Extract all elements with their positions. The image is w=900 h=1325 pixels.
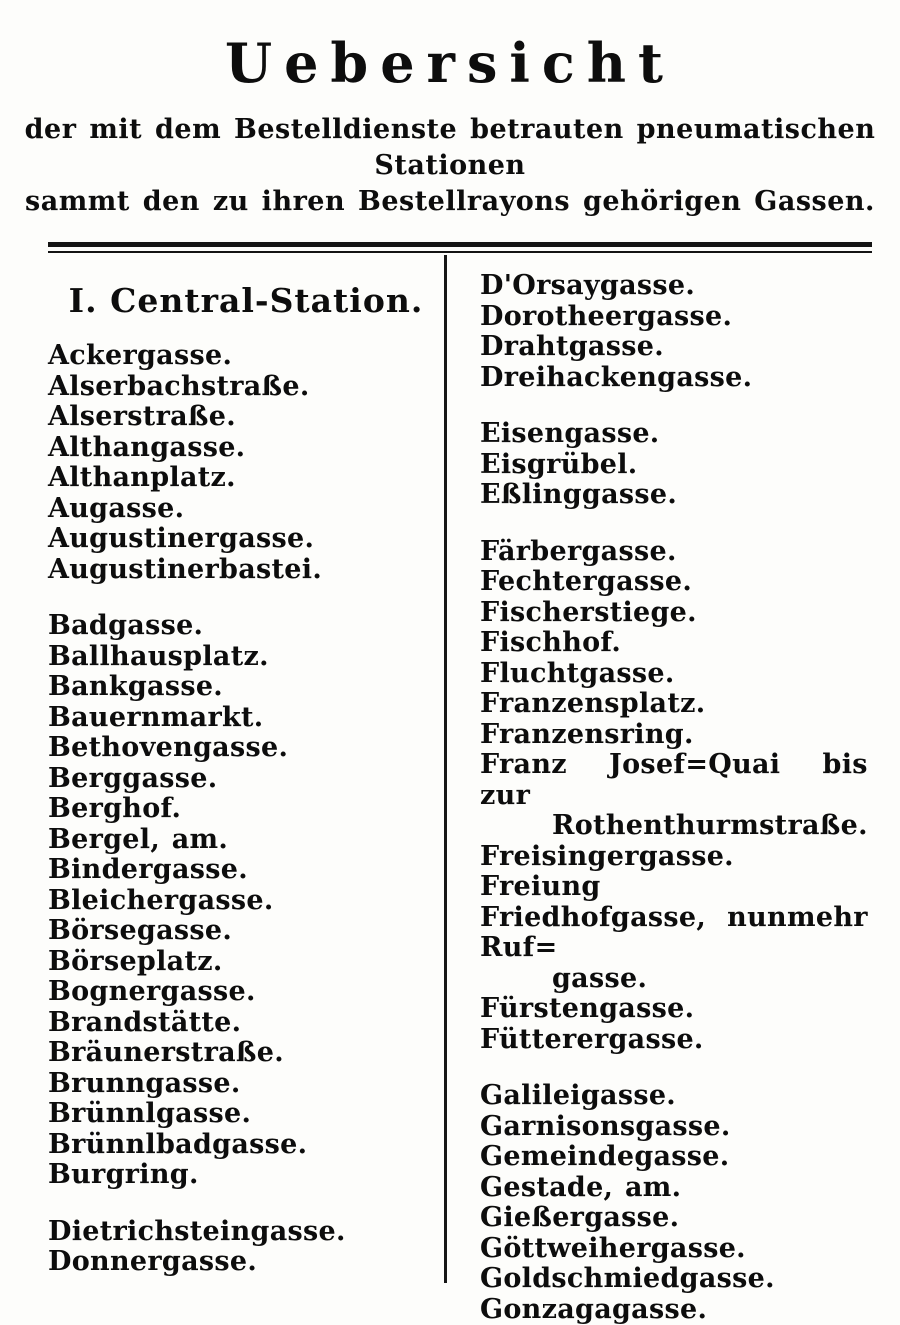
subtitle-line-2: sammt den zu ihren Bestellrayons gehörigen Gassen. bbox=[0, 184, 900, 220]
left-column bbox=[48, 253, 444, 1287]
street-list-item: Berggasse. bbox=[48, 764, 444, 795]
street-list-item: Bleichergasse. bbox=[48, 886, 444, 917]
street-list-item: Brandstätte. bbox=[48, 1008, 444, 1039]
street-list-item: Franzensplatz. bbox=[480, 689, 868, 720]
street-list-item-continuation: Rothenthurmstraße. bbox=[480, 811, 868, 842]
street-group bbox=[480, 1081, 868, 1325]
street-list-item: Burgring. bbox=[48, 1160, 444, 1191]
street-list-item: Drahtgasse. bbox=[480, 332, 868, 363]
street-list-item: Althangasse. bbox=[48, 433, 444, 464]
street-list-item: Fischerstiege. bbox=[480, 598, 868, 629]
street-group bbox=[48, 1217, 444, 1278]
right-column bbox=[447, 271, 882, 1287]
street-group bbox=[48, 341, 444, 585]
street-list-item: Dorotheergasse. bbox=[480, 302, 868, 333]
street-list-item: Eßlinggasse. bbox=[480, 480, 868, 511]
street-list-item: Berghof. bbox=[48, 794, 444, 825]
street-list-item: Bindergasse. bbox=[48, 855, 444, 886]
street-list-item: Friedhofgasse, nunmehr Ruf= bbox=[480, 903, 868, 964]
street-list-item: Alserbachstraße. bbox=[48, 372, 444, 403]
street-group bbox=[480, 271, 868, 393]
street-list-item: Althanplatz. bbox=[48, 463, 444, 494]
double-horizontal-rule bbox=[48, 242, 872, 253]
street-list-item: Fluchtgasse. bbox=[480, 659, 868, 690]
street-list-item: Goldschmiedgasse. bbox=[480, 1264, 868, 1295]
street-list-item-continuation: gasse. bbox=[480, 964, 868, 995]
street-list-item: Ballhausplatz. bbox=[48, 642, 444, 673]
street-list-item: Freisingergasse. bbox=[480, 842, 868, 873]
street-list-item: Fischhof. bbox=[480, 628, 868, 659]
page-subtitle bbox=[0, 112, 900, 220]
street-list-item: Bognergasse. bbox=[48, 977, 444, 1008]
street-list-item: Eisengasse. bbox=[480, 419, 868, 450]
street-list-item: Augasse. bbox=[48, 494, 444, 525]
street-list-item: Gonzagagasse. bbox=[480, 1295, 868, 1325]
page-title: Uebersicht bbox=[0, 0, 900, 98]
street-list-item: Gemeindegasse. bbox=[480, 1142, 868, 1173]
street-list-item: Göttweihergasse. bbox=[480, 1234, 868, 1265]
street-list-item: D'Orsaygasse. bbox=[480, 271, 868, 302]
street-list-item: Brünnlgasse. bbox=[48, 1099, 444, 1130]
street-list-item: Bergel, am. bbox=[48, 825, 444, 856]
street-list-item: Bauernmarkt. bbox=[48, 703, 444, 734]
street-list-item: Donnergasse. bbox=[48, 1247, 444, 1278]
street-list-item: Fütterergasse. bbox=[480, 1025, 868, 1056]
street-list-item: Freiung bbox=[480, 872, 868, 903]
street-list-item: Brünnlbadgasse. bbox=[48, 1130, 444, 1161]
street-list-item: Alserstraße. bbox=[48, 402, 444, 433]
street-list-item: Börseplatz. bbox=[48, 947, 444, 978]
street-list-item: Bankgasse. bbox=[48, 672, 444, 703]
street-list-item: Bräunerstraße. bbox=[48, 1038, 444, 1069]
street-list-item: Eisgrübel. bbox=[480, 450, 868, 481]
street-list-item: Galileigasse. bbox=[480, 1081, 868, 1112]
street-list-item: Fechtergasse. bbox=[480, 567, 868, 598]
street-list-item: Färbergasse. bbox=[480, 537, 868, 568]
two-column-street-list bbox=[48, 253, 876, 1287]
street-list-item: Brunngasse. bbox=[48, 1069, 444, 1100]
street-list-item: Garnisonsgasse. bbox=[480, 1112, 868, 1143]
street-list-item: Gießergasse. bbox=[480, 1203, 868, 1234]
left-column-groups bbox=[48, 341, 444, 1278]
street-list-item: Augustinergasse. bbox=[48, 524, 444, 555]
street-list-item: Franz Josef=Quai bis zur bbox=[480, 750, 868, 811]
street-list-item: Dietrichsteingasse. bbox=[48, 1217, 444, 1248]
street-list-item: Börsegasse. bbox=[48, 916, 444, 947]
street-list-item: Badgasse. bbox=[48, 611, 444, 642]
street-list-item: Ackergasse. bbox=[48, 341, 444, 372]
street-list-item: Gestade, am. bbox=[480, 1173, 868, 1204]
street-list-item: Fürstengasse. bbox=[480, 994, 868, 1025]
street-group bbox=[480, 419, 868, 511]
section-heading-central-station: I. Central-Station. bbox=[48, 281, 444, 321]
street-list-item: Dreihackengasse. bbox=[480, 363, 868, 394]
subtitle-line-1: der mit dem Bestelldienste betrauten pneumatischen Stationen bbox=[0, 112, 900, 184]
street-group bbox=[48, 611, 444, 1191]
street-list-item: Bethovengasse. bbox=[48, 733, 444, 764]
street-list-item: Franzensring. bbox=[480, 720, 868, 751]
street-list-item: Augustinerbastei. bbox=[48, 555, 444, 586]
street-group bbox=[480, 537, 868, 1056]
